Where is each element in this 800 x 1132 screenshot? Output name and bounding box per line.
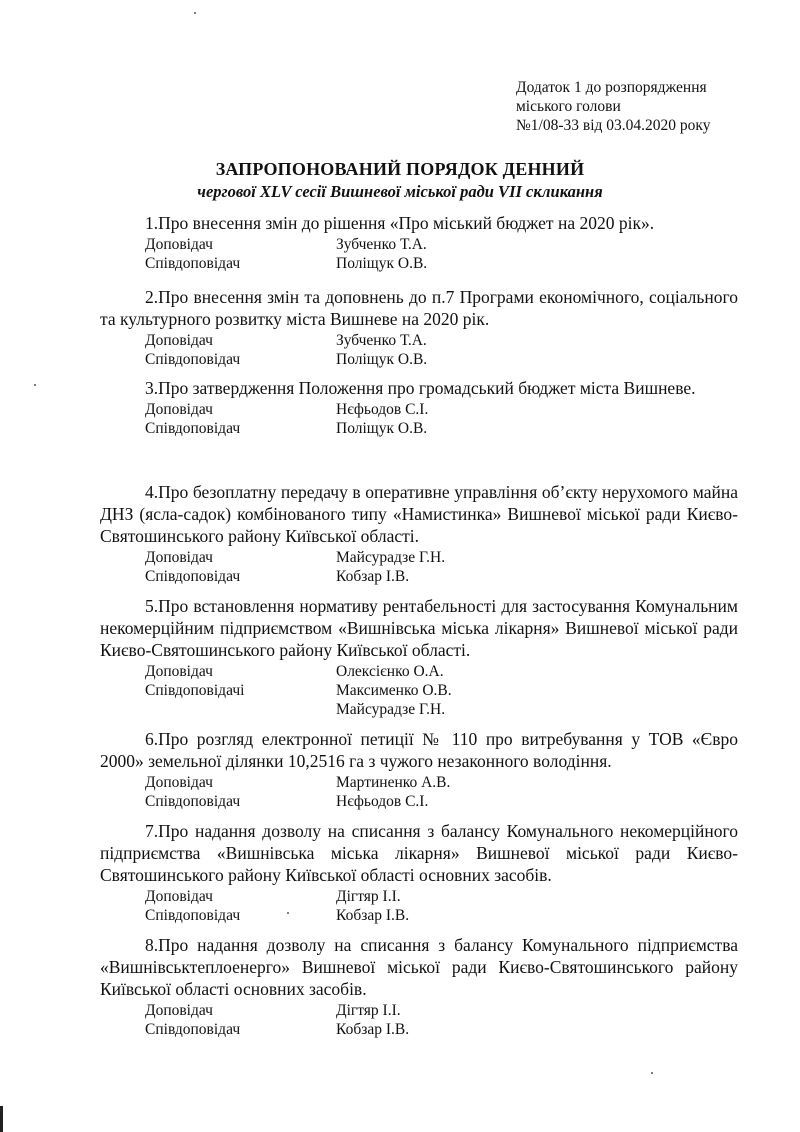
role-person: Поліщук О.В.: [336, 420, 428, 437]
role-label: Співдоповідач: [145, 907, 241, 924]
annex-line-2: міського голови: [516, 98, 621, 115]
role-label: Доповідач: [145, 774, 213, 791]
role-row: [100, 548, 738, 567]
agenda-item-2: [100, 286, 738, 369]
role-label: Співдоповідач: [145, 351, 241, 368]
agenda-item-roles: [100, 773, 738, 811]
role-person: Зубченко Т.А.: [336, 236, 427, 253]
annex-note: [516, 78, 710, 135]
role-person: Майсурадзе Г.Н.: [336, 701, 446, 718]
role-row: [100, 254, 738, 273]
agenda-item-roles: [100, 235, 738, 273]
title-sub: чергової XLV сесії Вишневої міської ради VII скликання: [197, 182, 603, 201]
role-person: Нєфьодов С.І.: [336, 793, 429, 810]
agenda-item-text: 2.Про внесення змін та доповнень до п.7 Програми економічного, соціального та культурного розвитку міста Вишневе на 2020 рік.: [100, 287, 738, 329]
role-person: Максименко О.В.: [336, 682, 452, 699]
agenda-item-8: [100, 934, 738, 1039]
agenda-item-roles: [100, 1001, 738, 1039]
role-row: [100, 1020, 738, 1039]
scan-edge-mark: [0, 1106, 3, 1132]
agenda-item-1: [100, 212, 738, 273]
role-person: Дігтяр І.І.: [336, 1002, 401, 1019]
role-row: [100, 887, 738, 906]
role-label: Доповідач: [145, 332, 213, 349]
agenda-item-roles: [100, 662, 738, 719]
agenda-item-roles: [100, 331, 738, 369]
role-person: Кобзар І.В.: [336, 907, 410, 924]
agenda-item-text: 1.Про внесення змін до рішення «Про міський бюджет на 2020 рік».: [145, 213, 655, 233]
agenda-item-roles: [100, 548, 738, 586]
role-label: Доповідач: [145, 549, 213, 566]
role-label: Доповідач: [145, 663, 213, 680]
scan-speck: [34, 384, 36, 386]
agenda-item-text: 8.Про надання дозволу на списання з балансу Комунального підприємства «Вишнівськтеплоенерго» Вишневої міської ради Києво-Святошинського району Київської області основних засобів.: [100, 935, 738, 999]
role-person: Кобзар І.В.: [336, 568, 410, 585]
role-person: Поліщук О.В.: [336, 351, 428, 368]
role-row: [100, 700, 738, 719]
agenda-item-text: 3.Про затвердження Положення про громадський бюджет міста Вишневе.: [145, 378, 696, 398]
agenda-item-text: 7.Про надання дозволу на списання з балансу Комунального некомерційного підприємства «Вишнівська міська лікарня» Вишневої міської ради Києво-Святошинського району Київської області основних засобів.: [100, 821, 738, 885]
role-row: [100, 662, 738, 681]
role-label: Доповідач: [145, 236, 213, 253]
agenda-item-text: 4.Про безоплатну передачу в оперативне управління об’єкту нерухомого майна ДНЗ (ясла-садок) комбінованого типу «Намистинка» Вишневої міської ради Києво-Святошинського району Київської області.: [100, 482, 738, 546]
role-row: [100, 419, 738, 438]
title-main: ЗАПРОПОНОВАНИЙ ПОРЯДОК ДЕННИЙ: [215, 159, 585, 179]
agenda-item-5: [100, 595, 738, 719]
scan-speck: [194, 12, 196, 14]
agenda-item-7: [100, 820, 738, 925]
role-person: Мартиненко А.В.: [336, 774, 451, 791]
role-label: Співдоповідач: [145, 420, 241, 437]
role-row: [100, 350, 738, 369]
role-label: Співдоповідач: [145, 255, 241, 272]
role-label: Співдоповідач: [145, 793, 241, 810]
role-row: [100, 681, 738, 700]
agenda-item-3: [100, 377, 738, 438]
role-person: Дігтяр І.І.: [336, 888, 401, 905]
role-person: Олексієнко О.А.: [336, 663, 444, 680]
agenda-item-roles: [100, 887, 738, 925]
annex-line-3: №1/08-33 від 03.04.2020 року: [516, 117, 711, 134]
role-person: Зубченко Т.А.: [336, 332, 427, 349]
role-label: Співдоповідач: [145, 1021, 241, 1038]
role-row: [100, 773, 738, 792]
role-person: Майсурадзе Г.Н.: [336, 549, 446, 566]
agenda-item-text: 5.Про встановлення нормативу рентабельності для застосування Комунальним некомерційним підприємством «Вишнівська міська лікарня» Вишневої міської ради Києво-Святошинського району Київської області.: [100, 596, 738, 660]
role-person: Нєфьодов С.І.: [336, 401, 429, 418]
annex-line-1: Додаток 1 до розпорядження: [516, 79, 707, 96]
role-row: [100, 331, 738, 350]
role-row: [100, 906, 738, 925]
role-label: Доповідач: [145, 401, 213, 418]
role-person: Поліщук О.В.: [336, 255, 428, 272]
role-label: Співдоповідачі: [145, 682, 245, 699]
role-label: Доповідач: [145, 1002, 213, 1019]
role-label: Співдоповідач: [145, 568, 241, 585]
scan-speck: [287, 912, 289, 914]
scan-speck: [651, 1072, 653, 1074]
role-label: Доповідач: [145, 888, 213, 905]
agenda-item-4: [100, 481, 738, 586]
document-title: [0, 157, 800, 203]
agenda-item-roles: [100, 400, 738, 438]
role-person: Кобзар І.В.: [336, 1021, 410, 1038]
agenda-item-text: 6.Про розгляд електронної петиції № 110 про витребування у ТОВ «Євро 2000» земельної ділянки 10,2516 га з чужого незаконного володіння.: [100, 729, 738, 771]
role-row: [100, 792, 738, 811]
role-row: [100, 235, 738, 254]
role-row: [100, 1001, 738, 1020]
role-row: [100, 567, 738, 586]
agenda-item-6: [100, 728, 738, 811]
role-row: [100, 400, 738, 419]
